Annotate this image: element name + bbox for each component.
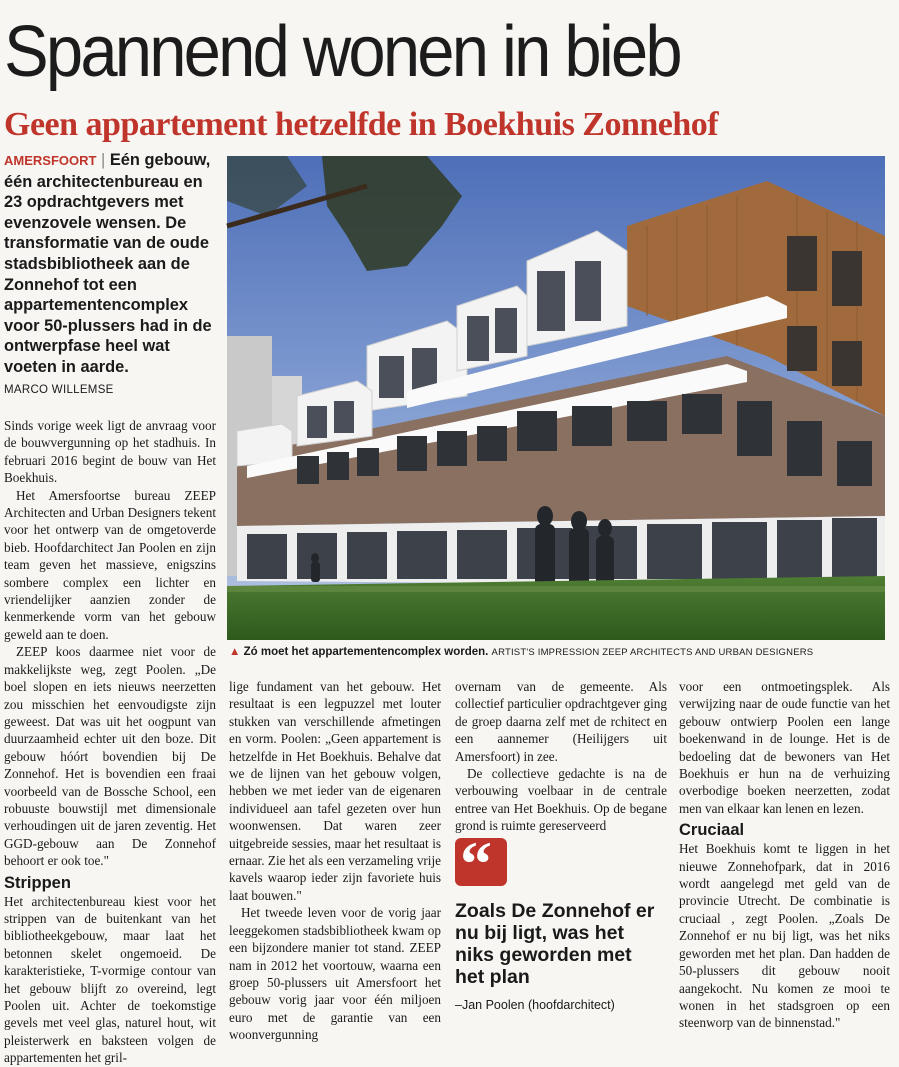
paragraph: Sinds vorige week ligt de anvraag voor de bouwvergunning op het stadhuis. In februari 2016 begint de bouw van Het Boekhuis. [4, 418, 216, 486]
pull-quote-attribution: –Jan Poolen (hoofdarchitect) [455, 998, 615, 1012]
caption-text: Zó moet het appartementencomplex worden. [243, 646, 489, 658]
paragraph: lige fundament van het gebouw. Het resultaat is een legpuzzel met louter stukken van verschillende afmetingen en vorm. Poolen: „Geen appartement is hetzelfde in Het Boekhuis. Behalve dat we de lijnen van het gebouw volgen, hebben we met ieder van de eigenaren individueel aan tafel gezeten over hun woonwensen. Dat waren zeer uitgebreide sessies, maar het resultaat is ernaar. Zie het als een verzameling vrije kavels waarop ieder zijn favoriete huis laat bouwen." [229, 679, 441, 903]
photo-credit: ARTIST'S IMPRESSION ZEEP ARCHITECTS AND URBAN DESIGNERS [491, 647, 814, 658]
article-column-2 [229, 678, 441, 1044]
headline: Spannend wonen in bieb [4, 12, 680, 92]
paragraph: De collectieve gedachte is na de verbouwing voelbaar in de centrale entree van Het Boekhuis. Op de begane grond is ruimte gereserveerd [455, 766, 667, 834]
paragraph: Het tweede leven voor de vorig jaar leeggekomen stadsbibliotheek kwam op een bijzondere manier tot stand. ZEEP nam in 2012 het voortouw, waarna een groep 50-plussers uit Amersfoort het gebouw vorig jaar voor één miljoen euro met de garantie van een woonvergunning [229, 905, 441, 1043]
article-column-4 [679, 678, 890, 1032]
paragraph: Het Boekhuis komt te liggen in het nieuwe Zonnehofpark, dat in 2016 wordt aangelegd met geld van de provincie Utrecht. De combinatie is cruciaal , zegt Poolen. „Zoals De Zonnehof er nu bij ligt, was het niks geworden met het plan. Dan hadden de 50-plussers dit gebouw nooit aangekocht. Nu komen ze mooi te wonen in het stadsgroen op een steenworp van de binnenstad." [679, 841, 890, 1031]
section-heading: Strippen [4, 873, 71, 892]
dateline-separator: | [96, 151, 110, 169]
paragraph: Het Amersfoortse bureau ZEEP Architecten and Urban Designers tekent voor het ontwerp van de omgetoverde bieb. Hoofdarchitect Jan Poolen en zijn team geven het massieve, enigszins sombere complex een lichter en vriendelijker aanzien zonder de kenmerkende vorm van het gebouw geweld aan te doen. [4, 487, 216, 642]
paragraph: ZEEP koos daarmee niet voor de makkelijkste weg, zegt Poolen. „De boel slopen en iets nieuws neerzetten zou misschien het eenvoudigste zijn geweest. Dat was uit het oogpunt van duurzaamheid echter uit den boze. Dit gebouw hóórt bovendien bij De Zonnehof. Het is bovendien een fraai voorbeeld van de Bossche School, een robuuste bouwstijl met dimensionale verhoudingen uit de jaren zeventig. Het GGD-gebouw aan De Zonnehof behoort er ook toe." [4, 644, 216, 869]
building-illustration [227, 156, 885, 640]
section-heading: Cruciaal [679, 821, 745, 840]
lead-paragraph [4, 150, 220, 378]
article-column-3 [455, 678, 667, 835]
article-column-1 [4, 417, 216, 1067]
triangle-up-icon: ▲ [229, 646, 241, 658]
pull-quote: Zoals De Zonnehof er nu bij ligt, was het niks geworden met het plan [455, 900, 655, 988]
paragraph: Het architectenbureau kiest voor het strippen van de buitenkant van het bibliotheekgebouw, maar laat het betonnen skelet ongemoeid. De karakteristieke, T-vormige contour van het gebouw blijft zo overeind, legt Poolen uit. Achter de toekomstige gevels met veel glas, naturel hout, wit pleisterwerk en baksteen volgen de appartementen het gril- [4, 893, 216, 1066]
paragraph: voor een ontmoetingsplek. Als verwijzing naar de oude functie van het gebouw ontwierp Poolen een lange boekenwand in de lounge. Het is de bedoeling dat de bewoners van Het Boekhuis er hun na de verhuizing overbodige boeken neerzetten, zodat men van elkaar kan lenen en lezen. [679, 679, 890, 816]
paragraph: overnam van de gemeente. Als collectief particulier opdrachtgever ging de groep daarna zelf met de rchitect en een aannemer (Heilijgers uit Amersfoort) in zee. [455, 679, 667, 764]
dateline: AMERSFOORT [4, 153, 97, 168]
lead-text: Eén gebouw, één architectenbureau en 23 opdrachtgevers met evenzovele wensen. De transformatie van de oude stadsbibliotheek aan de Zonnehof tot een appartementencomplex voor 50-plussers had in de ontwerpfase heel wat voeten in aarde. [4, 151, 212, 376]
subheadline: Geen appartement hetzelfde in Boekhuis Zonnehof [4, 106, 719, 143]
quote-mark-icon: “ [455, 838, 507, 886]
photo-caption [229, 646, 889, 658]
byline: MARCO WILLEMSE [4, 384, 114, 396]
building-photo [227, 156, 885, 640]
